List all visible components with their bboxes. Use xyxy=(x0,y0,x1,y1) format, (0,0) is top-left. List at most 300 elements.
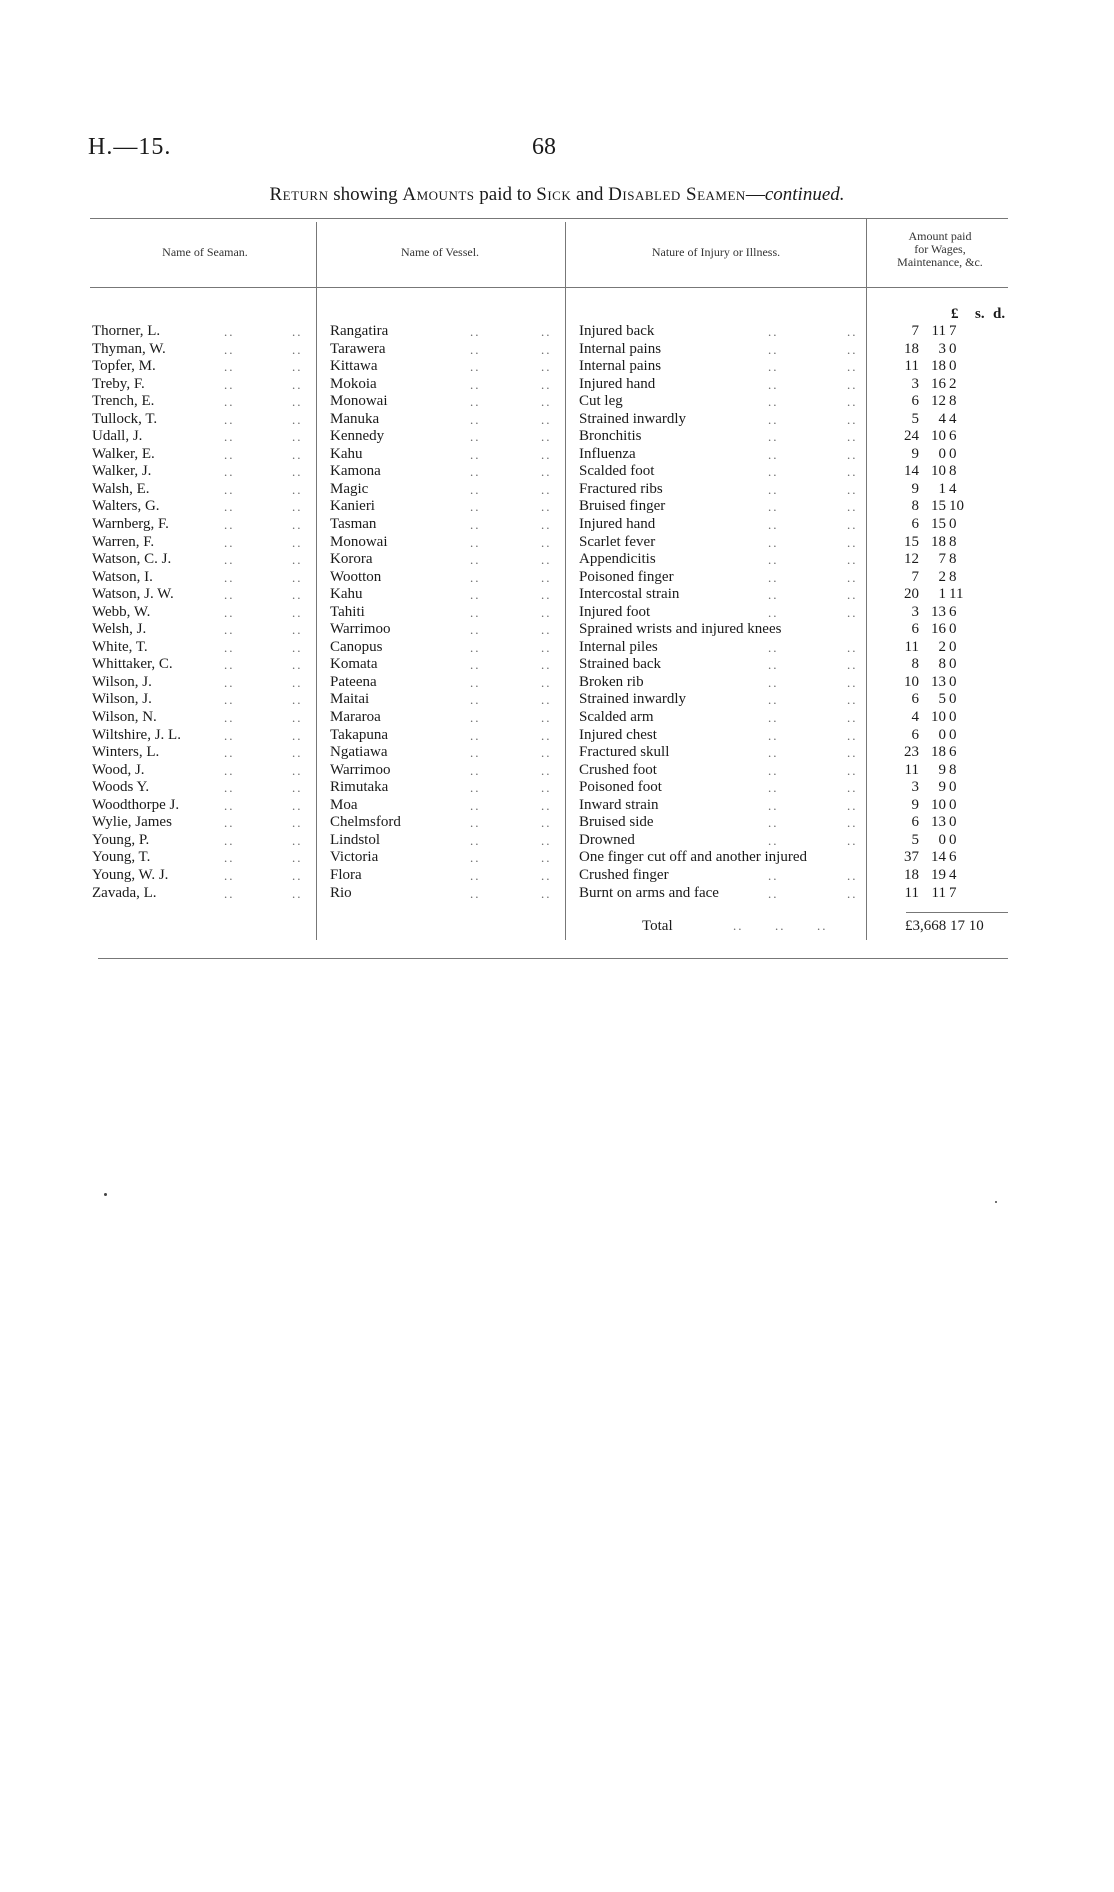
vessel-name: Rio xyxy=(330,884,352,901)
amount-pence: 2 xyxy=(949,375,957,392)
title-amounts: Amounts xyxy=(402,184,475,205)
vessel-name: Rimutaka xyxy=(330,779,389,796)
vessel-name: Monowai xyxy=(330,393,388,410)
amount-pence: 7 xyxy=(949,884,957,901)
seaman-name: Wood, J. xyxy=(92,761,145,778)
total-amount: £3,668 17 10 xyxy=(905,918,984,934)
amount-shillings: 18 xyxy=(931,358,946,375)
leader-dots: .. xyxy=(470,815,481,831)
leader-dots: .. xyxy=(768,534,779,550)
amount-shillings: 18 xyxy=(931,533,946,550)
leader-dots: .. xyxy=(224,832,235,848)
seaman-name: Wilson, J. xyxy=(92,691,152,708)
amount-pounds: 4 xyxy=(911,709,919,726)
title-dash: — xyxy=(745,184,765,205)
vessel-name: Mararoa xyxy=(330,709,381,726)
amount-pounds: 8 xyxy=(911,656,919,673)
amount-pounds: 11 xyxy=(904,884,919,901)
leader-dots: .. xyxy=(847,710,858,726)
table-row xyxy=(0,428,1114,446)
leader-dots: .. xyxy=(541,394,552,410)
leader-dots: .. xyxy=(768,341,779,357)
leader-dots: .. xyxy=(224,815,235,831)
leader-dots: .. xyxy=(292,324,303,339)
amount-pence: 0 xyxy=(949,779,957,796)
leader-dots: .. xyxy=(470,657,481,673)
table-body xyxy=(0,323,1114,902)
leader-dots: .. xyxy=(470,517,481,533)
vessel-name: Korora xyxy=(330,551,373,568)
injury-nature: Sprained wrists and injured knees xyxy=(579,621,782,638)
leader-dots: .. xyxy=(470,499,481,515)
leader-dots: .. xyxy=(541,762,552,778)
table-row xyxy=(0,393,1114,411)
table-row xyxy=(0,604,1114,622)
amount-shillings: 7 xyxy=(938,551,946,568)
leader-dots: .. xyxy=(847,657,858,673)
injury-nature: Strained inwardly xyxy=(579,410,687,427)
seaman-name: Walters, G. xyxy=(92,498,160,515)
leader-dots: .. xyxy=(470,464,481,480)
unit-pence: d. xyxy=(993,306,1006,322)
leader-dots: .. xyxy=(541,376,552,392)
seaman-name: Zavada, L. xyxy=(92,884,157,901)
leader-dots: .. xyxy=(292,815,303,831)
leader-dots: .. xyxy=(224,622,235,638)
leader-dots: .. xyxy=(292,499,303,515)
document-reference: H.—15. xyxy=(88,134,172,160)
table-row xyxy=(0,569,1114,587)
vessel-name: Warrimoo xyxy=(330,621,391,638)
table-row xyxy=(0,516,1114,534)
leader-dots: .. xyxy=(847,552,858,568)
leader-dots: .. xyxy=(224,324,235,339)
leader-dots: .. xyxy=(470,622,481,638)
leader-dots: .. xyxy=(292,394,303,410)
leader-dots: .. xyxy=(847,604,858,620)
vessel-name: Pateena xyxy=(330,673,377,690)
injury-nature: Crushed foot xyxy=(579,761,657,778)
leader-dots: .. xyxy=(768,517,779,533)
leader-dots: .. xyxy=(292,745,303,761)
leader-dots: .. xyxy=(292,639,303,655)
seaman-name: Whittaker, C. xyxy=(92,656,173,673)
leader-dots: .. xyxy=(470,534,481,550)
vessel-name: Kamona xyxy=(330,463,381,480)
leader-dots: .. xyxy=(470,692,481,708)
amount-pounds: 18 xyxy=(904,340,919,357)
leader-dots: .. xyxy=(847,815,858,831)
amount-pounds: 24 xyxy=(904,428,919,445)
injury-nature: Bronchitis xyxy=(579,428,642,445)
table-row xyxy=(0,481,1114,499)
title-text: showing xyxy=(328,184,403,205)
leader-dots: .. xyxy=(470,727,481,743)
leader-dots: .. xyxy=(768,745,779,761)
leader-dots: .. xyxy=(847,464,858,480)
leader-dots: .. xyxy=(470,885,481,901)
table-row xyxy=(0,358,1114,376)
table-row xyxy=(0,586,1114,604)
injury-nature: Appendicitis xyxy=(579,551,656,568)
leader-dots: .. xyxy=(470,797,481,813)
vessel-name: Warrimoo xyxy=(330,761,391,778)
amount-shillings: 12 xyxy=(931,393,946,410)
table-row xyxy=(0,814,1114,832)
seaman-name: Walker, E. xyxy=(92,445,155,462)
amount-pounds: 20 xyxy=(904,586,919,603)
leader-dots: .. xyxy=(768,359,779,375)
leader-dots: .. xyxy=(470,411,481,427)
table-row xyxy=(0,867,1114,885)
amount-pence: 7 xyxy=(949,323,957,339)
leader-dots: .. xyxy=(768,867,779,883)
leader-dots: .. xyxy=(470,394,481,410)
vessel-name: Magic xyxy=(330,480,369,497)
leader-dots: .. xyxy=(768,569,779,585)
amount-shillings: 15 xyxy=(931,498,946,515)
seaman-name: Warnberg, F. xyxy=(92,516,169,533)
leader-dots: .. xyxy=(292,850,303,866)
seaman-name: Udall, J. xyxy=(92,428,143,445)
seaman-name: Trench, E. xyxy=(92,393,155,410)
leader-dots: .. xyxy=(292,867,303,883)
leader-dots: .. xyxy=(847,639,858,655)
leader-dots: .. xyxy=(768,780,779,796)
leader-dots: .. xyxy=(768,727,779,743)
leader-dots: .. xyxy=(224,674,235,690)
seaman-name: Wilson, J. xyxy=(92,673,152,690)
amount-pounds: 6 xyxy=(911,516,919,533)
leader-dots: .. xyxy=(541,481,552,497)
vessel-name: Moa xyxy=(330,796,358,813)
injury-nature: Crushed finger xyxy=(579,866,669,883)
leader-dots: .. xyxy=(292,464,303,480)
amount-pence: 0 xyxy=(949,709,957,726)
table-bottom-rule xyxy=(98,958,1008,959)
leader-dots: .. xyxy=(224,797,235,813)
injury-nature: Scarlet fever xyxy=(579,533,656,550)
amount-pence: 0 xyxy=(949,814,957,831)
table-row xyxy=(0,411,1114,429)
leader-dots: .. xyxy=(768,885,779,901)
total-rule xyxy=(906,912,1008,913)
leader-dots: .. xyxy=(847,359,858,375)
amount-pence: 4 xyxy=(949,866,957,883)
amount-pounds: 7 xyxy=(911,568,919,585)
table-row xyxy=(0,779,1114,797)
seaman-name: Winters, L. xyxy=(92,744,160,761)
title-text: paid to xyxy=(474,184,537,205)
leader-dots: .. xyxy=(541,674,552,690)
unit-pounds: £ xyxy=(951,306,959,322)
leader-dots: .. xyxy=(470,674,481,690)
header-name-of-vessel: Name of Vessel. xyxy=(400,245,480,259)
amount-shillings: 9 xyxy=(938,779,946,796)
amount-pence: 0 xyxy=(949,831,957,848)
vessel-name: Takapuna xyxy=(330,726,389,743)
amount-shillings: 11 xyxy=(931,884,946,901)
leader-dots: .. xyxy=(224,341,235,357)
leader-dots: .. xyxy=(768,815,779,831)
leader-dots: .. xyxy=(292,692,303,708)
amount-pence: 0 xyxy=(949,358,957,375)
amount-pounds: 3 xyxy=(911,779,919,796)
leader-dots: .. xyxy=(541,639,552,655)
injury-nature: Injured hand xyxy=(579,375,656,392)
amount-shillings: 0 xyxy=(938,445,946,462)
leader-dots: .. xyxy=(541,359,552,375)
header-amount-line: Maintenance, &c. xyxy=(897,255,983,269)
amount-pounds: 11 xyxy=(904,761,919,778)
vessel-name: Kennedy xyxy=(330,428,385,445)
leader-dots: .. xyxy=(470,359,481,375)
injury-nature: One finger cut off and another injured xyxy=(579,849,807,866)
leader-dots: .. xyxy=(224,429,235,445)
amount-pence: 0 xyxy=(949,796,957,813)
amount-shillings: 10 xyxy=(931,428,946,445)
leader-dots: .. xyxy=(847,411,858,427)
table-row xyxy=(0,323,1114,341)
leader-dots: .. xyxy=(847,692,858,708)
leader-dots: .. xyxy=(768,639,779,655)
leader-dots: .. xyxy=(768,552,779,568)
leader-dots: .. xyxy=(541,587,552,603)
vessel-name: Tarawera xyxy=(330,340,386,357)
vessel-name: Komata xyxy=(330,656,378,673)
leader-dots: .. xyxy=(292,885,303,901)
amount-shillings: 2 xyxy=(938,638,946,655)
leader-dots: .. xyxy=(470,569,481,585)
leader-dots: .. xyxy=(541,815,552,831)
leader-dots: .. xyxy=(541,604,552,620)
table-row xyxy=(0,498,1114,516)
seaman-name: Topfer, M. xyxy=(92,358,156,375)
amount-pence: 10 xyxy=(949,498,964,515)
leader-dots: .. xyxy=(470,587,481,603)
injury-nature: Scalded foot xyxy=(579,463,655,480)
amount-shillings: 16 xyxy=(931,621,946,638)
leader-dots: .. xyxy=(541,832,552,848)
injury-nature: Injured back xyxy=(579,323,655,339)
amount-pence: 8 xyxy=(949,761,957,778)
leader-dots: .. xyxy=(470,850,481,866)
amount-pounds: 3 xyxy=(911,375,919,392)
leader-dots: .. xyxy=(292,359,303,375)
amount-pence: 6 xyxy=(949,603,957,620)
table-row xyxy=(0,534,1114,552)
injury-nature: Strained inwardly xyxy=(579,691,687,708)
leader-dots: .. xyxy=(847,324,858,339)
amount-pounds: 6 xyxy=(911,621,919,638)
title-sick: Sick xyxy=(536,184,572,205)
table-row xyxy=(0,744,1114,762)
seaman-name: Young, P. xyxy=(92,831,150,848)
leader-dots: .. xyxy=(292,446,303,462)
leader-dots: .. xyxy=(768,587,779,603)
leader-dots: .. xyxy=(224,481,235,497)
vessel-name: Manuka xyxy=(330,410,380,427)
leader-dots: .. xyxy=(768,446,779,462)
seaman-name: Woods Y. xyxy=(92,779,150,796)
leader-dots: .. xyxy=(768,411,779,427)
leader-dots: .. xyxy=(292,727,303,743)
amount-shillings: 10 xyxy=(931,796,946,813)
leader-dots: .. xyxy=(470,552,481,568)
table-row xyxy=(0,727,1114,745)
amount-pence: 0 xyxy=(949,621,957,638)
amount-pounds: 15 xyxy=(904,533,919,550)
seaman-name: Watson, J. W. xyxy=(92,586,174,603)
amount-shillings: 1 xyxy=(938,480,946,497)
leader-dots: .. xyxy=(292,710,303,726)
amount-shillings: 11 xyxy=(931,323,946,339)
unit-shillings: s. xyxy=(975,306,985,322)
seaman-name: White, T. xyxy=(92,638,148,655)
leader-dots: .. xyxy=(470,639,481,655)
amount-pounds: 12 xyxy=(904,551,919,568)
header-amount-paid xyxy=(870,230,1010,269)
amount-pence: 0 xyxy=(949,340,957,357)
vessel-name: Mokoia xyxy=(330,375,377,392)
vessel-name: Tasman xyxy=(330,516,377,533)
leader-dots: .. xyxy=(224,394,235,410)
leader-dots: .. xyxy=(847,832,858,848)
table-row xyxy=(0,885,1114,903)
leader-dots: .. xyxy=(224,411,235,427)
injury-nature: Injured foot xyxy=(579,603,651,620)
amount-pence: 0 xyxy=(949,656,957,673)
amount-pounds: 11 xyxy=(904,638,919,655)
title-continued: continued. xyxy=(764,184,845,205)
leader-dots: .. xyxy=(768,464,779,480)
injury-nature: Internal piles xyxy=(579,638,658,655)
vessel-name: Chelmsford xyxy=(330,814,401,831)
leader-dots: .. xyxy=(292,481,303,497)
injury-nature: Fractured ribs xyxy=(579,480,663,497)
leader-dots: .. xyxy=(768,832,779,848)
amount-pounds: 11 xyxy=(904,358,919,375)
seaman-name: Young, W. J. xyxy=(92,866,169,883)
vessel-name: Monowai xyxy=(330,533,388,550)
seaman-name: Watson, C. J. xyxy=(92,551,172,568)
vessel-name: Canopus xyxy=(330,638,383,655)
leader-dots: .. xyxy=(292,411,303,427)
leader-dots: .. xyxy=(224,745,235,761)
leader-dots: .. xyxy=(847,780,858,796)
leader-dots: .. xyxy=(224,446,235,462)
amount-shillings: 10 xyxy=(931,463,946,480)
injury-nature: Poisoned foot xyxy=(579,779,662,796)
amount-shillings: 18 xyxy=(931,744,946,761)
amount-shillings: 2 xyxy=(938,568,946,585)
vessel-name: Kittawa xyxy=(330,358,378,375)
leader-dots: .. xyxy=(541,446,552,462)
amount-pence: 6 xyxy=(949,744,957,761)
header-name-of-seaman: Name of Seaman. xyxy=(162,245,248,259)
leader-dots: .. xyxy=(292,657,303,673)
leader-dots: .. xyxy=(292,569,303,585)
amount-pence: 0 xyxy=(949,638,957,655)
leader-dots: .. xyxy=(768,604,779,620)
leader-dots: .. xyxy=(847,429,858,445)
table-title xyxy=(0,184,1114,206)
leader-dots: .. xyxy=(847,376,858,392)
leader-dots: .. xyxy=(847,569,858,585)
injury-nature: Inward strain xyxy=(579,796,659,813)
injury-nature: Cut leg xyxy=(579,393,623,410)
amount-pence: 0 xyxy=(949,516,957,533)
injury-nature: Bruised side xyxy=(579,814,654,831)
leader-dots: .. xyxy=(470,429,481,445)
leader-dots: .. xyxy=(292,552,303,568)
injury-nature: Broken rib xyxy=(579,673,644,690)
leader-dots: .. xyxy=(292,517,303,533)
leader-dots: .. xyxy=(541,552,552,568)
leader-dots: .. xyxy=(224,376,235,392)
injury-nature: Internal pains xyxy=(579,358,662,375)
leader-dots: .. xyxy=(847,797,858,813)
leader-dots: .. xyxy=(541,797,552,813)
leader-dots: .. xyxy=(847,674,858,690)
seaman-name: Webb, W. xyxy=(92,603,151,620)
leader-dots: .. xyxy=(292,429,303,445)
leader-dots: .. xyxy=(768,481,779,497)
seaman-name: Wilson, N. xyxy=(92,709,157,726)
injury-nature: Strained back xyxy=(579,656,662,673)
leader-dots: .. xyxy=(847,762,858,778)
amount-pence: 8 xyxy=(949,393,957,410)
amount-shillings: 13 xyxy=(931,673,946,690)
amount-pounds: 9 xyxy=(911,445,919,462)
leader-dots: .. xyxy=(847,885,858,901)
seaman-name: Treby, F. xyxy=(92,375,145,392)
amount-pounds: 10 xyxy=(904,673,919,690)
leader-dots: .. xyxy=(847,534,858,550)
seaman-name: Walsh, E. xyxy=(92,480,150,497)
amount-shillings: 15 xyxy=(931,516,946,533)
amount-shillings: 1 xyxy=(938,586,946,603)
amount-pence: 8 xyxy=(949,551,957,568)
leader-dots: .. xyxy=(847,341,858,357)
leader-dots: .. xyxy=(224,604,235,620)
injury-nature: Injured hand xyxy=(579,516,656,533)
leader-dots: .. xyxy=(292,587,303,603)
amount-shillings: 13 xyxy=(931,603,946,620)
stray-mark xyxy=(995,1201,997,1203)
amount-pounds: 6 xyxy=(911,814,919,831)
amount-pounds: 8 xyxy=(911,498,919,515)
leader-dots: .. xyxy=(292,832,303,848)
amount-pounds: 7 xyxy=(911,323,919,339)
leader-dots: .. xyxy=(541,745,552,761)
table-row xyxy=(0,551,1114,569)
table-row xyxy=(0,762,1114,780)
leader-dots: .. xyxy=(470,780,481,796)
leader-dots: .. xyxy=(292,797,303,813)
leader-dots: .. xyxy=(470,376,481,392)
leader-dots: .. xyxy=(470,832,481,848)
leader-dots: .. xyxy=(768,429,779,445)
table-row xyxy=(0,849,1114,867)
amount-pence: 8 xyxy=(949,463,957,480)
leader-dots: .. xyxy=(847,446,858,462)
leader-dots: .. xyxy=(470,745,481,761)
vessel-name: Kahu xyxy=(330,445,363,462)
leader-dots: .. xyxy=(292,622,303,638)
vessel-name: Kanieri xyxy=(330,498,375,515)
leader-dots: .. xyxy=(541,780,552,796)
